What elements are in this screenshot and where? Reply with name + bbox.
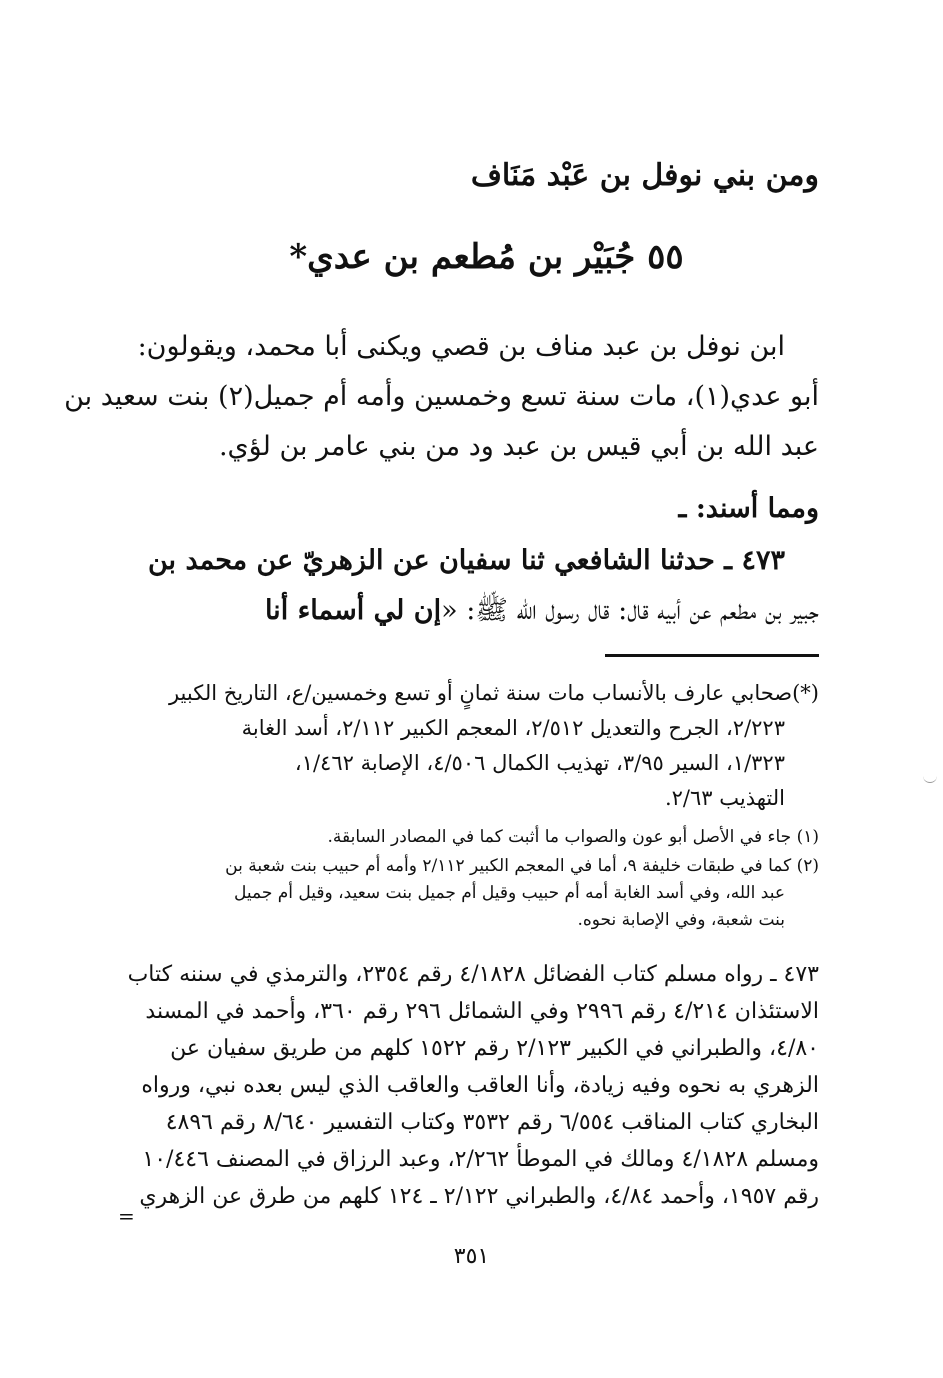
biography-paragraph [64, 322, 819, 472]
continuation-mark: = [118, 1204, 135, 1228]
footnote-line: (*)صحابي عارف بالأنساب مات سنة ثمانٍ أو تسع وخمسين/ع، التاريخ الكبير [168, 681, 819, 705]
entry-title: ٥٥ جُبَيْر بن مُطعم بن عدي* [289, 237, 684, 277]
takhrij-line: الزهري به نحوه وفيه زيادة، وأنا العاقب والعاقب الذي ليس بعده نبي، ورواه [141, 1073, 819, 1098]
section-title: ومن بني نوفل بن عَبْد مَنَاف [470, 158, 819, 193]
footnote-line: بنت شعبة، وفي الإصابة نحوه. [577, 910, 785, 930]
footnote-1: (١) جاء في الأصل أبو عون والصواب ما أثبت كما في المصادر السابقة. [327, 827, 819, 847]
takhrij-line: الاستئذان ٤/٢١٤ رقم ٢٩٩٦ وفي الشمائل ٢٩٦ رقم ٣٦٠، وأحمد في المسند [145, 999, 819, 1024]
takhrij-line: ٤/٨٠، والطبراني في الكبير ٢/١٢٣ رقم ١٥٢٢ كلهم من طريق سفيان عن [170, 1036, 819, 1061]
hadith-line [119, 586, 819, 636]
takhrij-line: ومسلم ٤/١٨٢٨ ومالك في الموطأ ٢/٢٦٢، وعبد الرزاق في المصنف ١٠/٤٤٦ [142, 1147, 819, 1172]
footnote-line: عبد الله، وفي أسد الغابة أمه أم حبيب وقيل أم جميل بنت سعيد، وقيل أم جميل [234, 883, 785, 903]
footnote-line: ١/٣٢٣، السير ٣/٩٥، تهذيب الكمال ٤/٥٠٦، الإصابة ١/٤٦٢، [294, 751, 785, 775]
footnote-line: ٢/٢٢٣، الجرح والتعديل ٢/٥١٢، المعجم الكبير ٢/١١٢، أسد الغابة [241, 716, 785, 740]
hadith-line: ٤٧٣ ـ حدثنا الشافعي ثنا سفيان عن الزهريّ عن محمد بن [148, 545, 785, 576]
footnote-line: (٢) كما في طبقات خليفة ٩، أما في المعجم الكبير ٢/١١٢ وأمه أم حبيب بنت شعبة بن [225, 856, 819, 876]
margin-mark [923, 776, 937, 783]
footnote-line: التهذيب ٢/٦٣. [664, 786, 785, 810]
takhrij-line: ٤٧٣ ـ رواه مسلم كتاب الفضائل ٤/١٨٢٨ رقم ٢٣٥٤، والترمذي في سننه كتاب [127, 962, 819, 987]
footnote-separator [605, 654, 819, 657]
isnad-heading: ومما أسند: ـ [678, 493, 819, 524]
bio-line: أبو عدي(١)، مات سنة تسع وخمسين وأمه أم جميل(٢) بنت سعيد بن [64, 381, 819, 412]
bio-line: عبد الله بن أبي قيس بن عبد ود من بني عامر بن لؤي. [218, 431, 819, 462]
takhrij-notes [119, 956, 819, 1215]
hadith-quote: إن لي أسماء أنا [264, 595, 442, 626]
bio-line: ابن نوفل بن عبد مناف بن قصي ويكنى أبا محمد، ويقولون: [137, 331, 785, 362]
takhrij-line: البخاري كتاب المناقب ٦/٥٥٤ رقم ٣٥٣٢ وكتاب التفسير ٨/٦٤٠ رقم ٤٨٩٦ [165, 1110, 819, 1135]
takhrij-line: رقم ١٩٥٧، وأحمد ٤/٨٤، والطبراني ٢/١٢٢ ـ ١٢٤ كلهم من طرق عن الزهري [139, 1184, 819, 1209]
hadith-text: جبير بن مطعم عن أبيه قال: قال رسول الله ﷺ: « [441, 595, 819, 626]
footnote-2 [119, 853, 819, 934]
page-number: ٣٥١ [453, 1244, 490, 1269]
footnote-star [119, 676, 819, 816]
hadith-paragraph [119, 536, 819, 636]
